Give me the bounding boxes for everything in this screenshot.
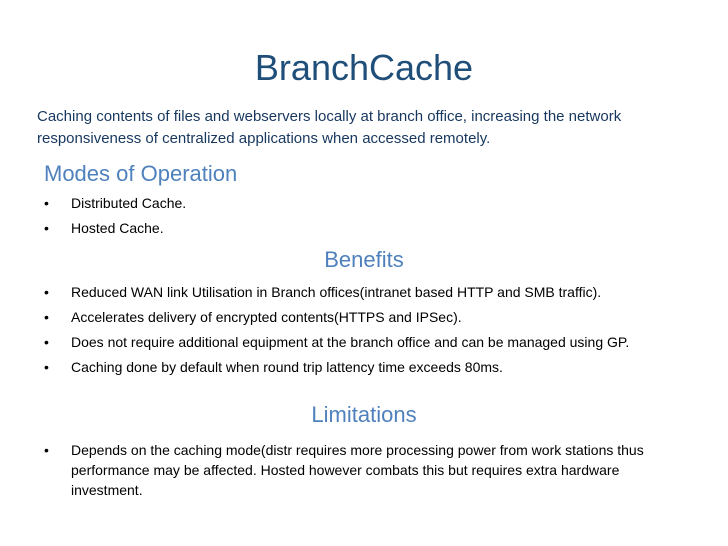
list-item-text: Reduced WAN link Utilisation in Branch offices(intranet based HTTP and SMB traffic). xyxy=(71,284,602,300)
list-item-text: Caching done by default when round trip lattency time exceeds 80ms. xyxy=(71,359,503,375)
bullet-icon: • xyxy=(44,284,49,300)
intro-text: Caching contents of files and webservers locally at branch office, increasing the network responsiveness of centralized applications when accessed remotely. xyxy=(37,108,622,147)
list-item-text: Distributed Cache. xyxy=(71,195,187,211)
list-item xyxy=(44,218,684,238)
bullet-icon: • xyxy=(44,309,49,325)
list-item-text: Depends on the caching mode(distr requires more processing power from work stations thus performance may be affected. Hosted however combats this but requires extra hardware investment. xyxy=(71,442,644,498)
list-item-text: Does not require additional equipment at the branch office and can be managed using GP. xyxy=(71,334,630,350)
limitations-heading: Limitations xyxy=(311,402,417,427)
bullet-icon: • xyxy=(44,220,49,236)
bullet-icon: • xyxy=(44,442,49,458)
list-item xyxy=(44,307,694,327)
bullet-icon: • xyxy=(44,195,49,211)
modes-heading: Modes of Operation xyxy=(44,161,238,186)
list-item-text: Hosted Cache. xyxy=(71,220,164,236)
bullet-icon: • xyxy=(44,359,49,375)
benefits-list xyxy=(44,282,694,382)
modes-list xyxy=(44,193,684,243)
limitations-list xyxy=(44,440,684,500)
list-item-text: Accelerates delivery of encrypted contents(HTTPS and IPSec). xyxy=(71,309,462,325)
list-item xyxy=(44,332,694,352)
bullet-icon: • xyxy=(44,334,49,350)
slide-title: BranchCache xyxy=(254,47,474,88)
list-item xyxy=(44,357,694,377)
list-item xyxy=(44,282,694,302)
list-item xyxy=(44,440,684,500)
benefits-heading: Benefits xyxy=(324,247,404,272)
list-item xyxy=(44,193,684,213)
